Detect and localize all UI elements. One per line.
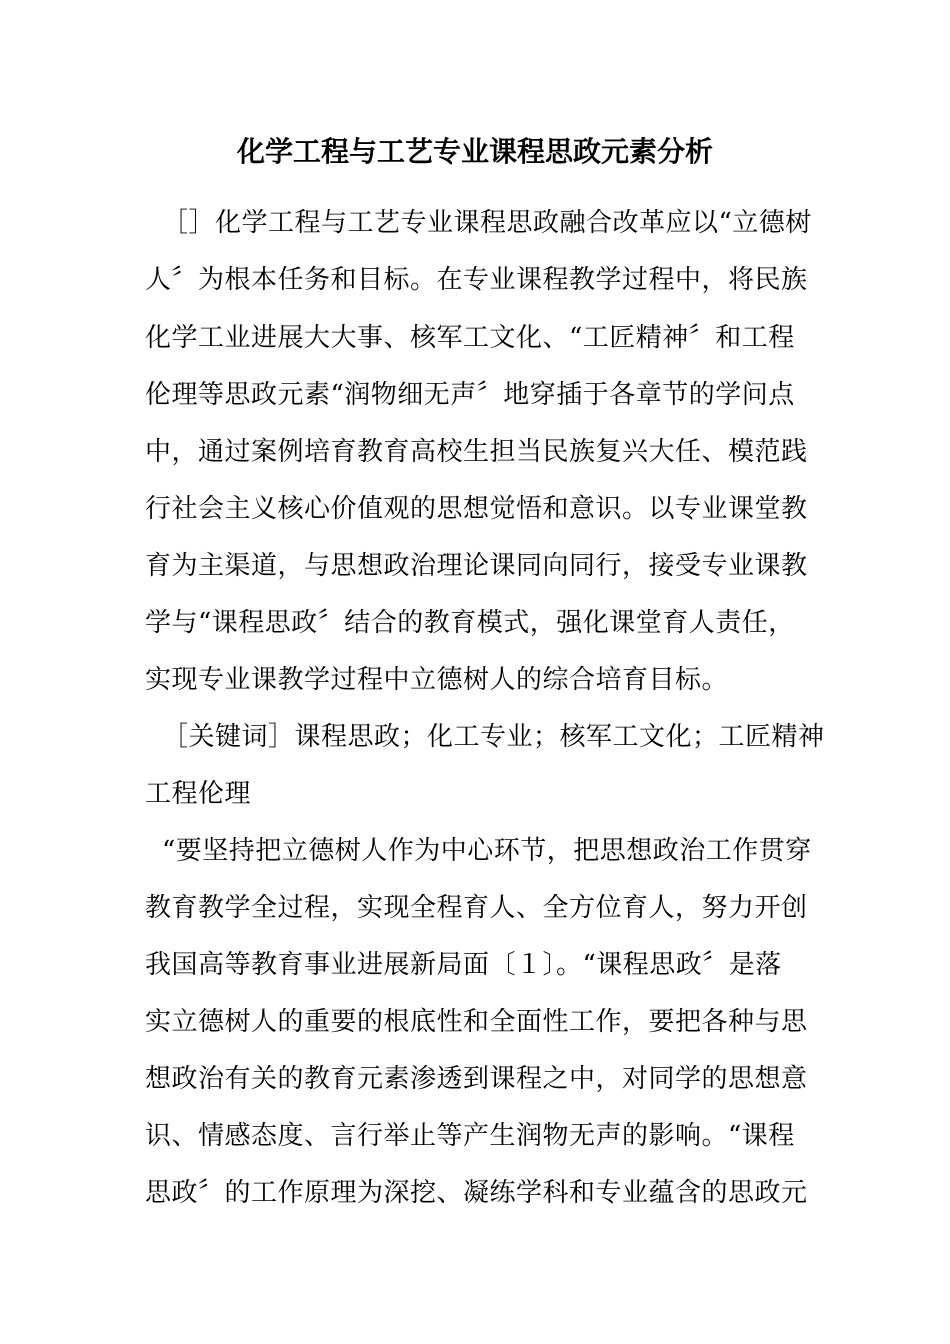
abstract-line: 中，通过案例培育教育高校生担当民族复兴大任、模范践	[145, 437, 808, 467]
abstract-line: 育为主渠道，与思想政治理论课同向同行，接受专业课教	[145, 551, 808, 581]
abstract-line: 学与“课程思政〞结合的教育模式，强化课堂育人责任，	[145, 608, 795, 638]
abstract-line: 伦理等思政元素“润物细无声〞地穿插于各章节的学问点	[145, 380, 795, 410]
abstract-line: 化学工业进展大大事、核军工文化、“工匠精神〞和工程	[145, 323, 795, 353]
keywords-line: ［关键词］课程思政；化工专业；核军工文化；工匠精神	[162, 722, 825, 752]
abstract-line: 行社会主义核心价值观的思想觉悟和意识。以专业课堂教	[145, 494, 808, 524]
paragraph-line: 想政治有关的教育元素渗透到课程之中，对同学的思想意	[145, 1064, 808, 1094]
abstract-line: ［］化学工程与工艺专业课程思政融合改革应以“立德树	[162, 208, 812, 238]
abstract-line: 实现专业课教学过程中立德树人的综合培育目标。	[145, 665, 729, 695]
paragraph-line: 实立德树人的重要的根底性和全面性工作，要把各种与思	[145, 1007, 808, 1037]
paragraph-line: 识、情感态度、言行举止等产生润物无声的影响。“课程	[145, 1121, 795, 1151]
keywords-line: 工程伦理	[145, 779, 252, 809]
paragraph-line: 我国高等教育事业进展新局面〔１〕。“课程思政〞是落	[145, 950, 782, 980]
paragraph-line: 教育教学全过程，实现全程育人、全方位育人，努力开创	[145, 893, 808, 923]
paragraph-line: 思政〞的工作原理为深挖、凝练学科和专业蕴含的思政元	[145, 1178, 808, 1208]
abstract-line: 人〞为根本任务和目标。在专业课程教学过程中，将民族	[145, 265, 808, 295]
paragraph-line: “要坚持把立德树人作为中心环节，把思想政治工作贯穿	[162, 836, 812, 866]
document-title: 化学工程与工艺专业课程思政元素分析	[236, 135, 713, 168]
